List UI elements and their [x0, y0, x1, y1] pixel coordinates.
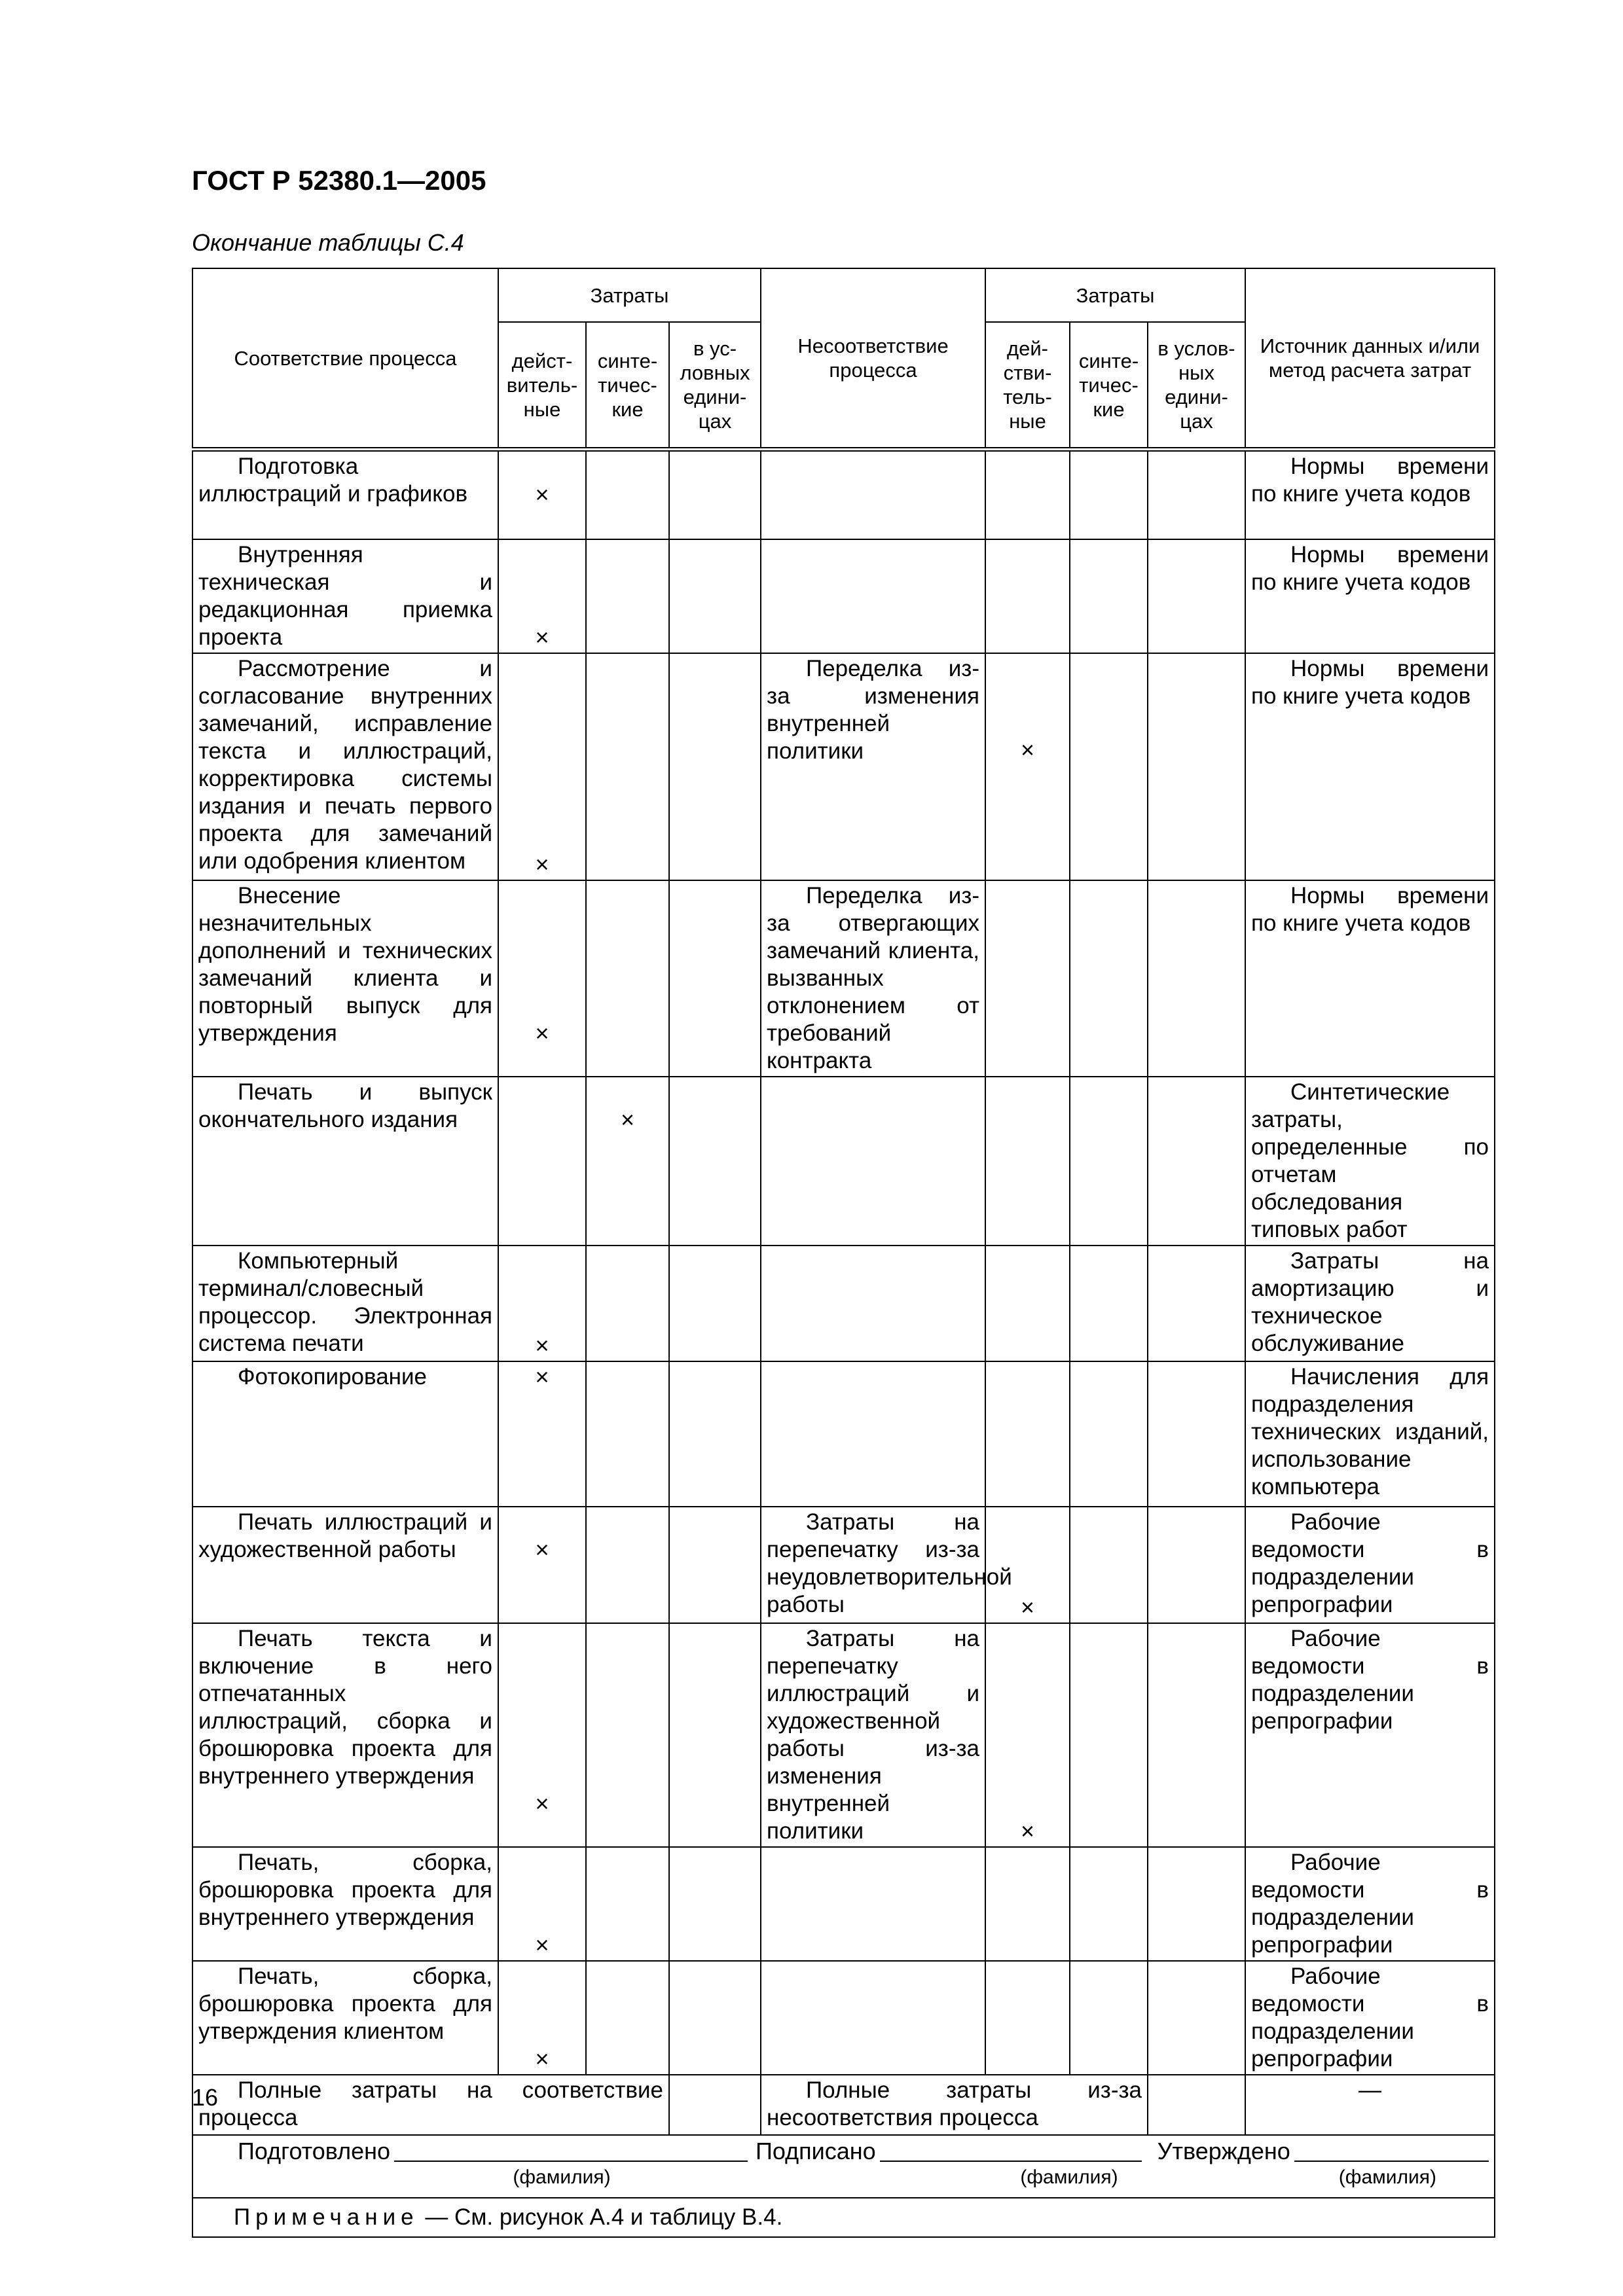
mark-real: ×: [498, 1507, 586, 1623]
empty-cell: [985, 1361, 1070, 1507]
prepared-label: Подготовлено: [238, 2137, 391, 2164]
note-row: [192, 2198, 1495, 2237]
empty-cell: [586, 1623, 669, 1847]
col-header-costs-2: Затраты: [985, 268, 1245, 322]
process-cell: Компьютерный терминал/словесный процессор. Электронная система печати: [192, 1246, 498, 1361]
empty-cell: [586, 539, 669, 653]
empty-cell: [669, 450, 761, 539]
prepared-signature-field: [394, 2137, 748, 2162]
empty-cell: [1148, 2075, 1245, 2135]
source-cell: Начисления для подразделения технических изданий, использование компьютера: [1245, 1361, 1495, 1507]
total-source: —: [1245, 2075, 1495, 2135]
process-cell: Печать, сборка, брошюровка проекта для утверждения клиентом: [192, 1961, 498, 2075]
empty-cell: [669, 1847, 761, 1961]
empty-cell: [985, 1246, 1070, 1361]
process-cell: Внесение незначительных дополнений и технических замечаний клиента и повторный выпуск для утверждения: [192, 880, 498, 1077]
empty-cell: [586, 653, 669, 880]
empty-cell: [985, 880, 1070, 1077]
col-header-nonconformance: Несоответствие процесса: [761, 268, 985, 450]
empty-cell: [1070, 653, 1148, 880]
source-cell: Синтетические затраты, определенные по отчетам обследования типовых работ: [1245, 1077, 1495, 1246]
empty-cell: [586, 880, 669, 1077]
approved-surname-hint: (фамилия): [1338, 2166, 1437, 2188]
source-cell: Рабочие ведомости в подразделении репрографии: [1245, 1507, 1495, 1623]
mark-real-2: ×: [985, 1623, 1070, 1847]
mark-synthetic: ×: [586, 1077, 669, 1246]
totals-row: [192, 2075, 1495, 2135]
col-header-conditional-2: в услов-ных едини-цах: [1148, 322, 1245, 450]
empty-cell: [586, 450, 669, 539]
empty-cell: [586, 1361, 669, 1507]
empty-cell: [985, 539, 1070, 653]
signed-label: Подписано: [756, 2137, 876, 2164]
empty-cell: [669, 1077, 761, 1246]
table-row: [192, 1623, 1495, 1847]
source-cell: Нормы времени по книге учета кодов: [1245, 880, 1495, 1077]
signature-cell: [192, 2135, 1495, 2198]
note-label: Примечание: [234, 2204, 419, 2230]
empty-cell: [1070, 539, 1148, 653]
empty-cell: [669, 1961, 761, 2075]
approved-label: Утверждено: [1157, 2137, 1290, 2164]
source-cell: Рабочие ведомости в подразделении репрографии: [1245, 1623, 1495, 1847]
table-row: [192, 1246, 1495, 1361]
nonconformance-cell: Переделка из-за отвергающих замечаний клиента, вызванных отклонением от требований контракта: [761, 880, 985, 1077]
table-row: [192, 450, 1495, 539]
empty-cell: [1148, 450, 1245, 539]
col-header-synthetic: синте-тичес-кие: [586, 322, 669, 450]
table-row: [192, 1961, 1495, 2075]
table-row: [192, 1361, 1495, 1507]
note-cell: [192, 2198, 1495, 2237]
empty-cell: [586, 1961, 669, 2075]
mark-real: ×: [498, 450, 586, 539]
empty-cell: [669, 1507, 761, 1623]
mark-real: ×: [498, 653, 586, 880]
nonconformance-cell: [761, 1361, 985, 1507]
mark-real: ×: [498, 1623, 586, 1847]
source-cell: Затраты на амортизацию и техническое обслуживание: [1245, 1246, 1495, 1361]
table-row: [192, 1847, 1495, 1961]
nonconformance-cell: [761, 1847, 985, 1961]
source-cell: Нормы времени по книге учета кодов: [1245, 539, 1495, 653]
empty-cell: [669, 880, 761, 1077]
process-cell: Печать текста и включение в него отпечатанных иллюстраций, сборка и брошюровка проекта для внутреннего утверждения: [192, 1623, 498, 1847]
col-header-conformance: Соответствие процесса: [192, 268, 498, 450]
approved-signature-field: [1294, 2137, 1489, 2162]
col-header-source: Источник данных и/или метод расчета затрат: [1245, 268, 1495, 450]
process-cell: Печать и выпуск окончательного издания: [192, 1077, 498, 1246]
empty-cell: [669, 1623, 761, 1847]
document-code: ГОСТ Р 52380.1—2005: [192, 165, 486, 196]
empty-cell: [1070, 1361, 1148, 1507]
empty-cell: [985, 1961, 1070, 2075]
nonconformance-cell: Затраты на перепечатку из-за неудовлетворительной работы: [761, 1507, 985, 1623]
note-text: — См. рисунок А.4 и таблицу В.4.: [418, 2204, 783, 2230]
empty-cell: [1148, 880, 1245, 1077]
empty-cell: [1148, 1077, 1245, 1246]
nonconformance-cell: Переделка из-за изменения внутренней политики: [761, 653, 985, 880]
empty-cell: [1148, 539, 1245, 653]
empty-cell: [1148, 1246, 1245, 1361]
nonconformance-cell: [761, 539, 985, 653]
mark-real-2: ×: [985, 653, 1070, 880]
empty-cell: [985, 450, 1070, 539]
source-cell: Нормы времени по книге учета кодов: [1245, 653, 1495, 880]
mark-real-2: ×: [985, 1507, 1070, 1623]
col-header-real-2: дей-стви-тель-ные: [985, 322, 1070, 450]
empty-cell: [669, 539, 761, 653]
col-header-synthetic-2: синте-тичес-кие: [1070, 322, 1148, 450]
mark-real: ×: [498, 1246, 586, 1361]
empty-cell: [498, 1077, 586, 1246]
col-header-conditional: в ус-ловных едини-цах: [669, 322, 761, 450]
signed-signature-field: [880, 2137, 1142, 2162]
empty-cell: [669, 2075, 761, 2135]
empty-cell: [1070, 1246, 1148, 1361]
nonconformance-cell: [761, 1961, 985, 2075]
prepared-surname-hint: (фамилия): [513, 2166, 611, 2188]
mark-real: ×: [498, 1847, 586, 1961]
table-row: [192, 539, 1495, 653]
process-cell: Фотокопирование: [192, 1361, 498, 1507]
empty-cell: [1070, 1961, 1148, 2075]
total-nonconformance: Полные затраты из-за несоответствия процесса: [761, 2075, 1148, 2135]
empty-cell: [586, 1847, 669, 1961]
process-cell: Рассмотрение и согласование внутренних замечаний, исправление текста и иллюстраций, корректировка системы издания и печать первого проекта для замечаний или одобрения клиентом: [192, 653, 498, 880]
nonconformance-cell: Затраты на перепечатку иллюстраций и художественной работы из-за изменения внутренней политики: [761, 1623, 985, 1847]
col-header-real: дейст-витель-ные: [498, 322, 586, 450]
source-cell: Рабочие ведомости в подразделении репрографии: [1245, 1847, 1495, 1961]
empty-cell: [669, 1246, 761, 1361]
cost-table: [192, 268, 1495, 2238]
table-row: [192, 1077, 1495, 1246]
empty-cell: [1148, 1847, 1245, 1961]
empty-cell: [669, 653, 761, 880]
empty-cell: [1070, 1077, 1148, 1246]
empty-cell: [1148, 1507, 1245, 1623]
empty-cell: [1070, 1847, 1148, 1961]
mark-real: ×: [498, 1361, 586, 1507]
process-cell: Печать иллюстраций и художественной работы: [192, 1507, 498, 1623]
process-cell: Внутренняя техническая и редакционная приемка проекта: [192, 539, 498, 653]
empty-cell: [586, 1246, 669, 1361]
empty-cell: [1070, 1507, 1148, 1623]
nonconformance-cell: [761, 450, 985, 539]
empty-cell: [985, 1847, 1070, 1961]
empty-cell: [586, 1507, 669, 1623]
source-cell: Нормы времени по книге учета кодов: [1245, 450, 1495, 539]
empty-cell: [1070, 1623, 1148, 1847]
mark-real: ×: [498, 1961, 586, 2075]
table-row: [192, 1507, 1495, 1623]
nonconformance-cell: [761, 1077, 985, 1246]
empty-cell: [1148, 1623, 1245, 1847]
empty-cell: [985, 1077, 1070, 1246]
signature-row: [192, 2135, 1495, 2198]
source-cell: Рабочие ведомости в подразделении репрографии: [1245, 1961, 1495, 2075]
table-row: [192, 880, 1495, 1077]
table-row: [192, 653, 1495, 880]
total-conformance: Полные затраты на соответствие процесса: [192, 2075, 669, 2135]
process-cell: Подготовка иллюстраций и графиков: [192, 450, 498, 539]
empty-cell: [669, 1361, 761, 1507]
empty-cell: [1070, 880, 1148, 1077]
empty-cell: [1148, 1361, 1245, 1507]
signed-surname-hint: (фамилия): [1020, 2166, 1118, 2188]
empty-cell: [1148, 1961, 1245, 2075]
table-caption: Окончание таблицы С.4: [192, 229, 464, 256]
page-number: 16: [192, 2084, 219, 2111]
nonconformance-cell: [761, 1246, 985, 1361]
empty-cell: [1148, 653, 1245, 880]
empty-cell: [1070, 450, 1148, 539]
process-cell: Печать, сборка, брошюровка проекта для внутреннего утверждения: [192, 1847, 498, 1961]
col-header-costs-1: Затраты: [498, 268, 761, 322]
mark-real: ×: [498, 539, 586, 653]
mark-real: ×: [498, 880, 586, 1077]
